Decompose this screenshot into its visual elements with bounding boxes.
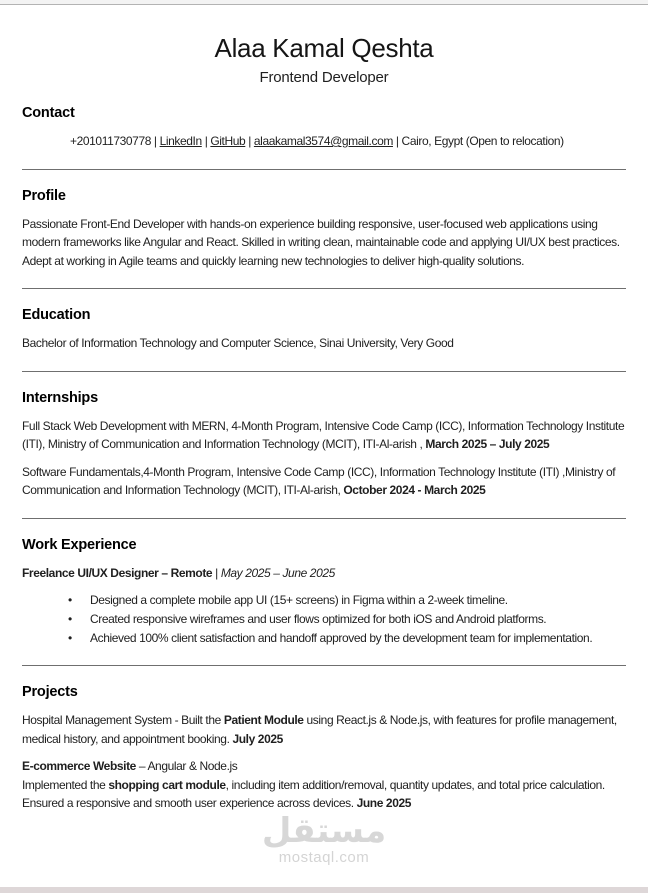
text-run: Bachelor of Information Technology and Computer Science, Sinai University, Very Good	[22, 336, 454, 350]
section-divider	[22, 665, 626, 666]
education-entry	[22, 334, 626, 353]
text-run: Implemented the	[22, 777, 109, 792]
internship-entry	[22, 463, 626, 500]
text-run: Full Stack Web Development with MERN, 4-Month Program, Intensive Code Camp (ICC), Information Technology Institute (ITI), Ministry of Communication and Information Technology (MCIT), ITI-Al-arish ,	[22, 418, 625, 451]
text-run: Patient Module	[223, 713, 304, 728]
project-entry-title	[22, 757, 626, 776]
section-divider	[22, 518, 626, 519]
mostaql-domain-text: mostaql.com	[278, 849, 370, 866]
text-run: Created responsive wireframes and user flows optimized for both iOS and Android platforms.	[90, 611, 547, 626]
email-link[interactable]: alaakamal3574@gmail.com	[253, 134, 393, 148]
profile-summary	[22, 215, 626, 271]
section-work-experience	[22, 535, 626, 648]
project-entry-body	[22, 776, 626, 813]
project-entry	[22, 711, 626, 748]
text-run: Freelance UI/UX Designer – Remote	[22, 565, 213, 580]
work-role-line	[22, 564, 626, 583]
mostaql-logo: مستقل	[261, 811, 387, 851]
text-run: March 2025 – July 2025	[425, 437, 550, 451]
work-bullet-list	[22, 591, 626, 647]
section-projects	[22, 682, 626, 813]
text-run: Achieved 100% client satisfaction and handoff approved by the development team for implementation.	[90, 630, 593, 645]
section-profile	[22, 186, 626, 271]
text-run: using React.js & Node.js, with features for profile management, medical history, and appointment booking.	[22, 713, 617, 746]
section-contact	[22, 103, 626, 151]
section-heading-work-experience: Work Experience	[22, 536, 137, 553]
text-run: June 2025	[356, 796, 412, 811]
section-divider	[22, 169, 626, 170]
github-link[interactable]: GitHub	[210, 134, 246, 148]
section-heading-profile: Profile	[22, 187, 66, 204]
work-bullet	[68, 610, 626, 629]
internship-entry	[22, 417, 626, 454]
text-run: Designed a complete mobile app UI (15+ screens) in Figma within a 2-week timeline.	[90, 593, 508, 607]
text-run: October 2024 - March 2025	[343, 483, 486, 497]
text-run: , including item addition/removal, quantity updates, and total price calculation. Ensured a responsive and smooth user experience across devices.	[22, 777, 605, 811]
text-run: |	[201, 134, 211, 148]
contact-line	[22, 132, 626, 151]
work-bullet	[68, 629, 626, 648]
text-run: |	[212, 565, 221, 580]
page-top-edge	[0, 0, 648, 5]
text-run: | Cairo, Egypt (Open to relocation)	[392, 134, 564, 148]
text-run: +201011730778 |	[70, 134, 160, 148]
page-title: Alaa Kamal Qeshta	[214, 33, 434, 63]
text-run: E-commerce Website	[22, 759, 136, 774]
text-run: July 2025	[232, 731, 283, 746]
section-divider	[22, 288, 626, 289]
text-run: Hospital Management System - Built the	[22, 713, 224, 728]
mostaql-watermark	[0, 811, 648, 867]
resume-document	[0, 33, 648, 813]
text-run: |	[245, 134, 254, 148]
section-heading-contact: Contact	[22, 105, 75, 121]
job-title: Frontend Developer	[259, 69, 389, 86]
text-run: – Angular & Node.js	[135, 759, 238, 774]
text-run: shopping cart module	[108, 777, 226, 792]
work-bullet	[68, 591, 626, 610]
section-heading-education: Education	[22, 307, 91, 323]
section-internships	[22, 388, 626, 500]
section-education	[22, 305, 626, 353]
text-run: Software Fundamentals,4-Month Program, Intensive Code Camp (ICC), Information Technology Institute (ITI) ,Ministry of Communication and Information Technology (MCIT), ITI-Al-arish,	[22, 464, 616, 497]
section-heading-internships: Internships	[22, 389, 98, 406]
section-heading-projects: Projects	[22, 684, 78, 701]
page-bottom-edge	[0, 887, 648, 893]
text-run: May 2025 – June 2025	[220, 565, 335, 580]
linkedin-link[interactable]: LinkedIn	[159, 134, 202, 148]
section-divider	[22, 371, 626, 372]
text-run: Passionate Front-End Developer with hands-on experience building responsive, user-focused web applications using modern frameworks like Angular and React. Skilled in writing clean, maintainable code and applying UI/UX best practices. Adept at working in Agile teams and quickly learning new technologies to deliver high-quality solutions.	[22, 216, 620, 268]
